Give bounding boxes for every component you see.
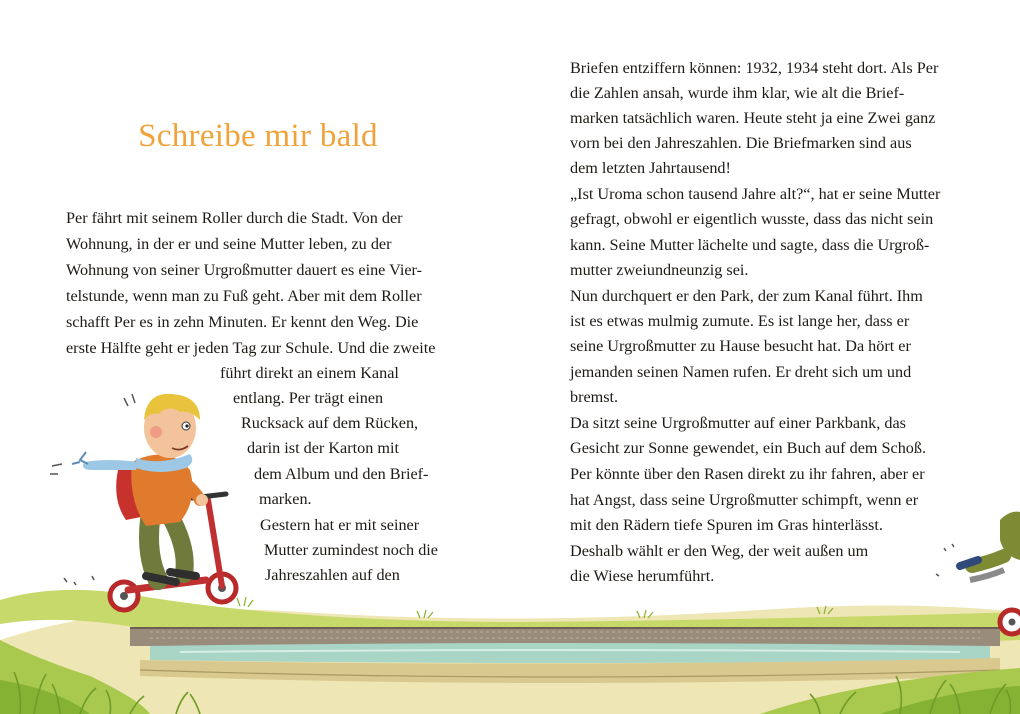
- boy-on-scooter-illustration: [50, 394, 236, 610]
- text-line: Jahreszahlen auf den: [265, 566, 400, 584]
- text-line: Briefen entziffern können: 1932, 1934 steht dort. Als Per: [570, 59, 939, 77]
- text-line: Gestern hat er mit seiner: [260, 516, 420, 534]
- text-line: Per könnte über den Rasen direkt zu ihr fahren, aber er: [570, 465, 925, 483]
- text-line: marken.: [259, 490, 312, 508]
- text-line: hat Angst, dass seine Urgroßmutter schimpft, wenn er: [570, 491, 919, 509]
- text-line: Wohnung von seiner Urgroßmutter dauert es eine Vier-: [66, 261, 422, 279]
- text-line: marken tatsächlich waren. Heute steht ja eine Zwei ganz: [570, 109, 936, 127]
- text-line: Da sitzt seine Urgroßmutter auf einer Parkbank, das: [570, 414, 906, 432]
- text-line: Wohnung, in der er und seine Mutter leben, zu der: [66, 235, 392, 253]
- text-line: kann. Seine Mutter lächelte und sagte, dass die Urgroß-: [570, 236, 930, 254]
- text-line: dem Album und den Brief-: [254, 465, 429, 483]
- text-line: führt direkt an einem Kanal: [220, 364, 399, 382]
- text-line: Deshalb wählt er den Weg, der weit außen um: [570, 542, 869, 560]
- text-line: mutter zweiundneunzig sei.: [570, 261, 749, 279]
- text-line: bremst.: [570, 388, 619, 406]
- text-line: gefragt, obwohl er eigentlich wusste, dass das nicht sein: [570, 210, 934, 228]
- text-line: die Wiese herumführt.: [570, 567, 715, 585]
- text-line: Nun durchquert er den Park, der zum Kanal führt. Ihm: [570, 287, 923, 305]
- text-line: telstunde, wenn man zu Fuß geht. Aber mit dem Roller: [66, 287, 422, 305]
- text-line: Rucksack auf dem Rücken,: [241, 414, 419, 432]
- text-line: die Zahlen ansah, wurde ihm klar, wie alt die Brief-: [570, 84, 905, 102]
- text-line: mit den Rädern tiefe Spuren im Gras hinterlässt.: [570, 516, 883, 534]
- text-line: schafft Per es in zehn Minuten. Er kennt den Weg. Die: [66, 313, 419, 331]
- text-line: dem letzten Jahrtausend!: [570, 159, 731, 177]
- text-line: darin ist der Karton mit: [247, 439, 399, 457]
- text-line: jemanden seinen Namen rufen. Er dreht sich um und: [570, 363, 912, 381]
- text-line: Per fährt mit seinem Roller durch die Stadt. Von der: [66, 209, 403, 227]
- text-line: seine Urgroßmutter zu Hause besucht hat. Da hört er: [570, 337, 911, 355]
- text-line: ist es etwas mulmig zumute. Es ist lange her, dass er: [570, 312, 910, 330]
- text-line: entlang. Per trägt einen: [233, 389, 384, 407]
- chapter-title: Schreibe mir bald: [138, 118, 378, 154]
- text-line: Mutter zumindest noch die: [264, 541, 438, 559]
- text-line: Gesicht zur Sonne gewendet, ein Buch auf dem Schoß.: [570, 439, 927, 457]
- text-line: vorn bei den Jahreszahlen. Die Briefmarken sind aus: [570, 134, 912, 152]
- text-line: „Ist Uroma schon tausend Jahre alt?“, hat er seine Mutter: [570, 185, 941, 203]
- text-line: erste Hälfte geht er jeden Tag zur Schule. Und die zweite: [66, 339, 436, 357]
